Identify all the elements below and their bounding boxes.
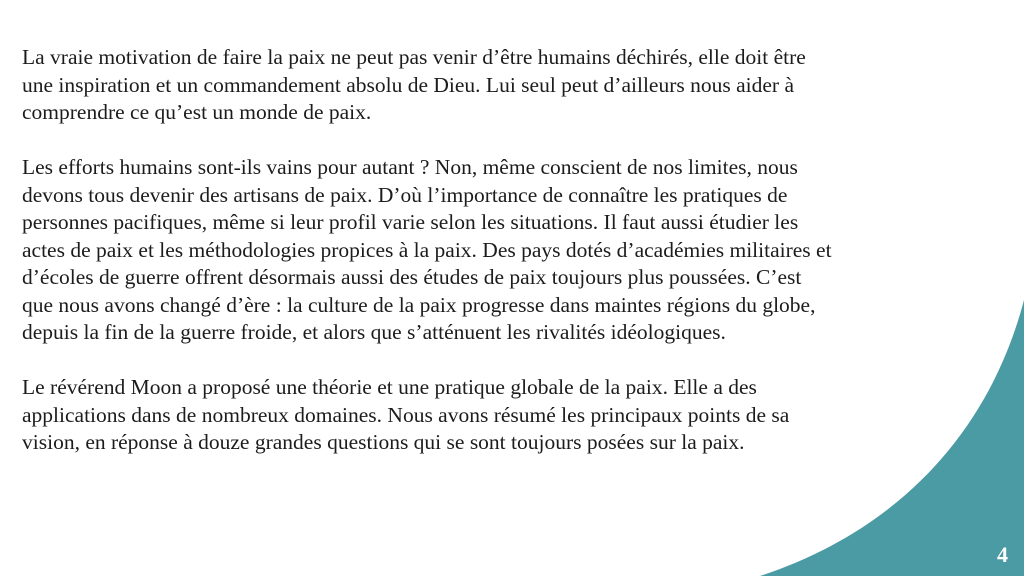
paragraph-3: Le révérend Moon a proposé une théorie et une pratique globale de la paix. Elle a des applications dans de nombreux domaines. Nous avons résumé les principaux points de sa vision, en réponse à douze grandes questions qui se sont toujours posées sur la paix.	[22, 375, 790, 454]
body-text	[22, 44, 982, 484]
page-number: 4	[997, 542, 1008, 567]
paragraph-2: Les efforts humains sont-ils vains pour autant ? Non, même conscient de nos limites, nous devons tous devenir des artisans de paix. D’où l’importance de connaître les pratiques de personnes pacifiques, même si leur profil varie selon les situations. Il faut aussi étudier les actes de paix et les méthodologies propices à la paix. Des pays dotés d’académies militaires et d’écoles de guerre offrent désormais aussi des études de paix toujours plus poussées. C’est que nous avons changé d’ère : la culture de la paix progresse dans maintes régions du globe, depuis la fin de la guerre froide, et alors que s’atténuent les rivalités idéologiques.	[22, 155, 832, 344]
paragraph-1: La vraie motivation de faire la paix ne peut pas venir d’être humains déchirés, elle doit être une inspiration et un commandement absolu de Dieu. Lui seul peut d’ailleurs nous aider à comprendre ce qu’est un monde de paix.	[22, 45, 806, 124]
